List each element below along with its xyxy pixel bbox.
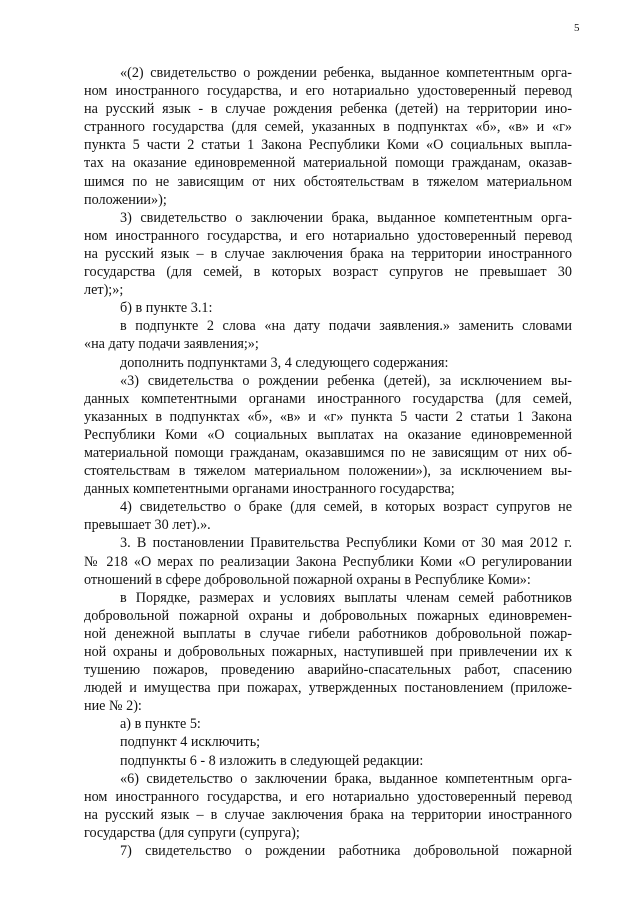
text-line: «3) свидетельства о рождении ребенка (детей), за исключением вы-	[120, 372, 572, 389]
text-line: отношений в сфере добровольной пожарной охраны в Республике Коми»:	[84, 571, 531, 588]
document-body	[84, 64, 572, 860]
text-line: государства (для семей, в которых возраст супругов не превышает 30	[84, 264, 572, 281]
text-line: превышает 30 лет).».	[84, 517, 211, 534]
text-line: 4) свидетельство о браке (для семей, в которых возраст супругов не	[120, 499, 572, 516]
text-line: пункта 5 части 2 статьи 1 Закона Республики Коми «О социальных выпла-	[84, 137, 572, 154]
text-line: на русский язык - в случае рождения ребенка (детей) на территории ино-	[84, 101, 572, 118]
text-line: на русский язык – в случае заключения брака на территории иностранного	[84, 245, 572, 262]
text-line: ной охраны и добровольных пожарных, наступившей при привлечении их к	[84, 644, 572, 660]
text-line: положении»);	[84, 191, 167, 208]
text-line: на русский язык – в случае заключения брака на территории иностранного	[84, 806, 572, 823]
text-line: дополнить подпунктами 3, 4 следующего содержания:	[120, 354, 449, 371]
text-line: ном иностранного государства, и его нотариально удостоверенный перевод	[84, 227, 572, 244]
text-line: Республики Коми «О социальных выплатах на оказание единовременной	[84, 426, 572, 443]
text-line: «(2) свидетельство о рождении ребенка, выданное компетентным орга-	[120, 65, 572, 81]
text-line: № 218 «О мерах по реализации Закона Республики Коми «О регулировании	[84, 553, 572, 570]
text-line: ной денежной выплаты в случае гибели работников добровольной пожар-	[84, 625, 572, 642]
text-line: в подпункте 2 слова «на дату подачи заявления.» заменить словами	[120, 318, 572, 335]
text-line: подпункты 6 - 8 изложить в следующей редакции:	[120, 752, 424, 769]
text-line: 3. В постановлении Правительства Республики Коми от 30 мая 2012 г.	[120, 535, 572, 552]
text-line: данных компетентными органами иностранного государства (для семей,	[84, 390, 572, 407]
text-line: добровольной пожарной охраны и добровольных пожарных единовремен-	[84, 607, 572, 624]
text-line: данных компетентными органами иностранного государства;	[84, 481, 455, 498]
text-line: в Порядке, размерах и условиях выплаты членам семей работников	[120, 589, 572, 606]
text-line: «на дату подачи заявления;»;	[84, 336, 259, 353]
page-number: 5	[574, 22, 580, 34]
text-line: 3) свидетельство о заключении брака, выданное компетентным орга-	[120, 209, 572, 226]
text-line: тушению пожаров, проведению аварийно-спасательных работ, спасению	[84, 662, 572, 679]
text-line: 7) свидетельство о рождении работника добровольной пожарной	[120, 843, 572, 860]
text-line: материальной помощи гражданам, оказавшимся по не зависящим от них об-	[84, 444, 572, 461]
text-line: б) в пункте 3.1:	[120, 300, 213, 317]
text-line: людей и имущества при пожарах, утвержденных постановлением (приложе-	[84, 680, 572, 697]
text-line: «6) свидетельство о заключении брака, выданное компетентным орга-	[120, 770, 572, 787]
text-line: указанных в подпунктах «б», «в» и «г» пункта 5 части 2 статьи 1 Закона	[84, 408, 572, 425]
text-line: тах на оказание единовременной материальной помощи гражданам, оказав-	[84, 155, 572, 172]
text-line: государства (для супруги (супруга);	[84, 824, 300, 841]
text-line: ном иностранного государства, и его нотариально удостоверенный перевод	[84, 83, 572, 100]
text-line: стоятельствам в тяжелом материальном положении»), за исключением вы-	[84, 463, 572, 480]
text-line: ном иностранного государства, и его нотариально удостоверенный перевод	[84, 788, 572, 805]
text-line: странного государства (для семей, указанных в подпунктах «б», «в» и «г»	[84, 119, 572, 136]
text-line: подпункт 4 исключить;	[120, 734, 261, 751]
text-line: а) в пункте 5:	[120, 716, 201, 733]
text-line: ние № 2):	[84, 698, 142, 715]
text-line: лет);»;	[84, 282, 124, 299]
text-line: шимся по не зависящим от них обстоятельствам в тяжелом материальном	[84, 173, 572, 190]
